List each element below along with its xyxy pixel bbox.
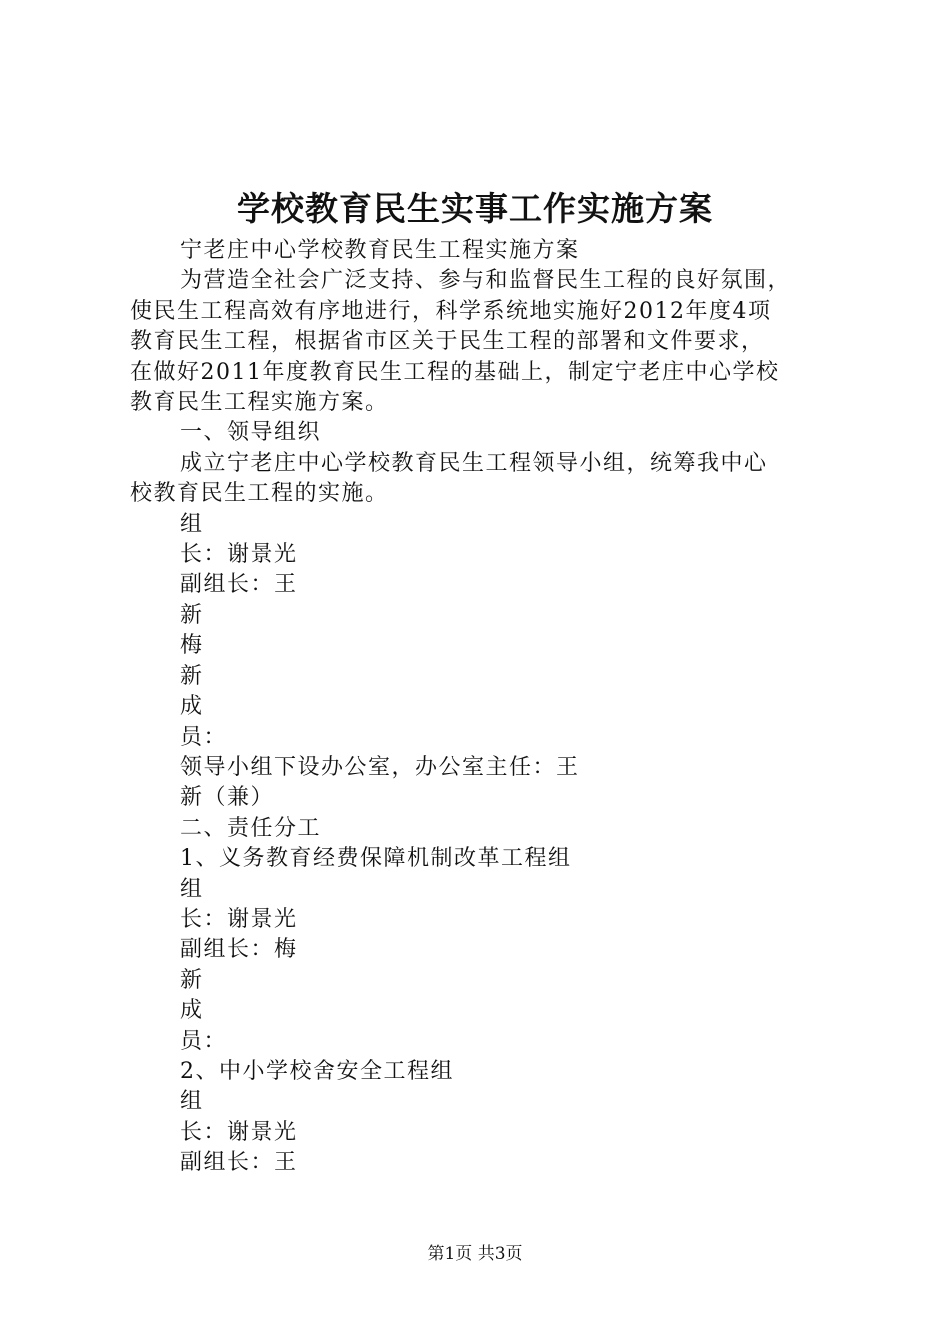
section-heading: 二、责任分工 [180,815,322,841]
body-line: 新 [180,663,204,689]
body-line: 为营造全社会广泛支持、参与和监督民生工程的良好氛围， [180,268,792,294]
body-line: 新（兼） [180,785,275,811]
body-line: 使民生工程高效有序地进行，科学系统地实施好2012年度4项 [130,298,772,324]
body-line: 成 [180,694,204,720]
body-line: 员： [180,724,228,750]
body-line: 校教育民生工程的实施。 [130,481,389,507]
body-line: 新 [180,967,204,993]
body-line: 在做好2011年度教育民生工程的基础上，制定宁老庄中心学校 [130,359,780,385]
body-line: 宁老庄中心学校教育民生工程实施方案 [180,238,580,263]
body-line: 成 [180,998,204,1024]
body-line: 教育民生工程，根据省市区关于民生工程的部署和文件要求， [130,329,765,355]
body-line: 新 [180,602,204,628]
body-line: 员： [180,1028,228,1054]
body-line: 组 [180,876,204,902]
body-line: 副组长：王 [180,572,298,598]
document-body [130,236,830,1179]
sub-heading: 2、中小学校舍安全工程组 [180,1058,454,1084]
body-line: 长：谢景光 [180,1119,298,1145]
body-line: 长：谢景光 [180,906,298,932]
body-line: 领导小组下设办公室，办公室主任：王 [180,754,580,780]
body-line: 教育民生工程实施方案。 [130,390,389,416]
body-line: 长：谢景光 [180,542,298,568]
page-number: 第1页 共3页 [427,1244,523,1264]
document-title: 学校教育民生实事工作实施方案 [237,189,713,228]
body-line: 副组长：王 [180,1150,298,1176]
section-heading: 一、领导组织 [180,420,322,446]
body-line: 梅 [180,633,204,659]
body-line: 副组长：梅 [180,937,298,963]
sub-heading: 1、义务教育经费保障机制改革工程组 [180,846,572,872]
body-line: 成立宁老庄中心学校教育民生工程领导小组，统筹我中心 [180,450,768,476]
body-line: 组 [180,1089,204,1115]
body-line: 组 [180,511,204,537]
